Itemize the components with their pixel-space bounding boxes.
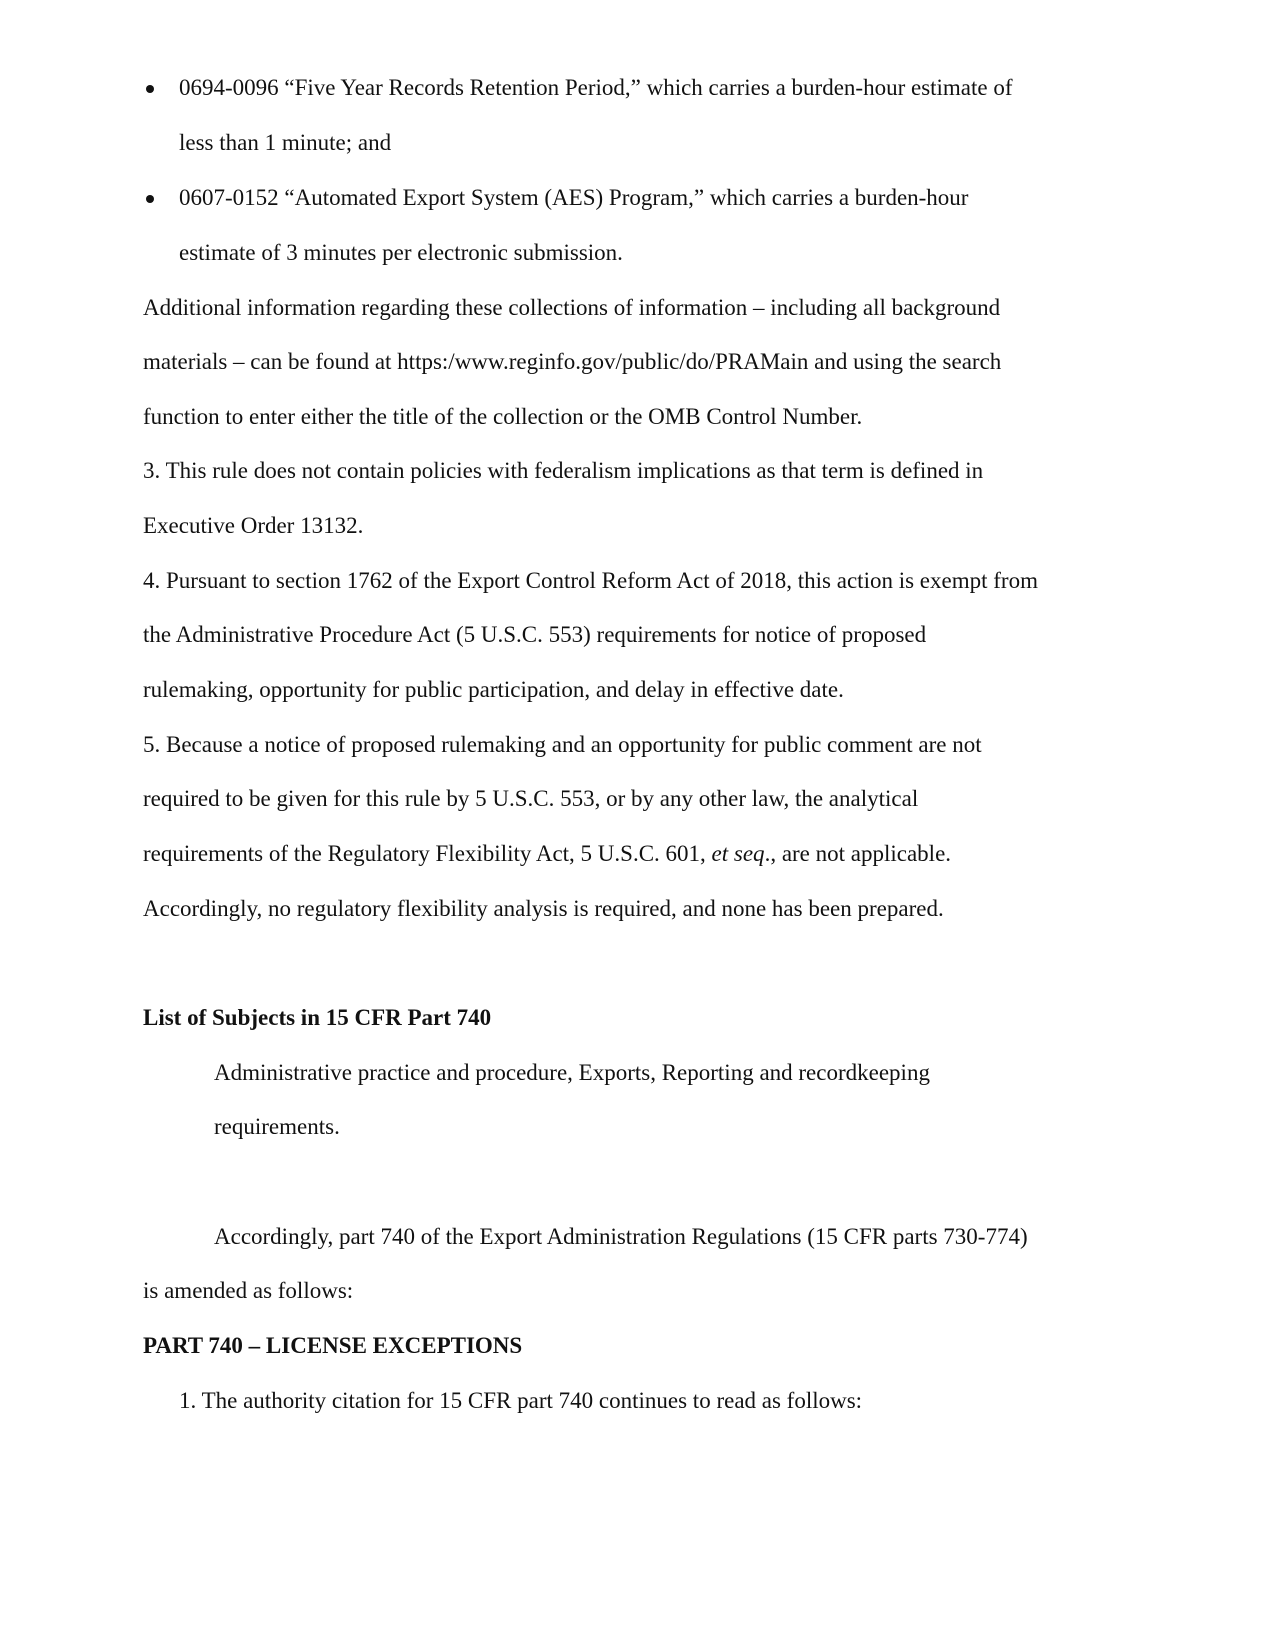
part-heading: PART 740 – LICENSE EXCEPTIONS xyxy=(143,1333,523,1358)
item-5-line-3 xyxy=(143,839,951,869)
additional-info-line-3: function to enter either the title of the collection or the OMB Control Number. xyxy=(143,404,863,429)
bullet-2-line-2: estimate of 3 minutes per electronic submission. xyxy=(179,240,623,265)
amendment-line-2: is amended as follows: xyxy=(143,1278,354,1303)
item-5-line-2: required to be given for this rule by 5 U.S.C. 553, or by any other law, the analytical xyxy=(143,786,919,811)
subjects-heading: List of Subjects in 15 CFR Part 740 xyxy=(143,1005,492,1030)
item-5-line-3-post: ., are not applicable. xyxy=(764,841,952,866)
instruction-1: 1. The authority citation for 15 CFR part 740 continues to read as follows: xyxy=(179,1388,863,1413)
bullet-icon xyxy=(146,85,154,93)
subjects-line-1: Administrative practice and procedure, Exports, Reporting and recordkeeping xyxy=(214,1060,930,1085)
bullet-1-line-2: less than 1 minute; and xyxy=(179,130,392,155)
bullet-2-line-1: 0607-0152 “Automated Export System (AES) Program,” which carries a burden-hour xyxy=(179,185,969,210)
item-5-line-4: Accordingly, no regulatory flexibility analysis is required, and none has been prepared. xyxy=(143,896,944,921)
bullet-1-line-1: 0694-0096 “Five Year Records Retention Period,” which carries a burden-hour estimate of xyxy=(179,75,1013,100)
additional-info-line-2: materials – can be found at https:/www.reginfo.gov/public/do/PRAMain and using the search xyxy=(143,349,1002,374)
item-3-line-1: 3. This rule does not contain policies with federalism implications as that term is defined in xyxy=(143,458,984,483)
additional-info-line-1: Additional information regarding these collections of information – including all background xyxy=(143,295,1001,320)
bullet-icon xyxy=(146,195,154,203)
subjects-line-2: requirements. xyxy=(214,1114,340,1139)
item-5-line-3-pre: requirements of the Regulatory Flexibility Act, 5 U.S.C. 601, xyxy=(143,841,712,866)
et-seq-italic: et seq xyxy=(711,841,765,866)
item-4-line-2: the Administrative Procedure Act (5 U.S.C. 553) requirements for notice of proposed xyxy=(143,622,927,647)
item-3-line-2: Executive Order 13132. xyxy=(143,513,364,538)
amendment-line-1: Accordingly, part 740 of the Export Administration Regulations (15 CFR parts 730-774) xyxy=(214,1224,1028,1249)
item-4-line-1: 4. Pursuant to section 1762 of the Export Control Reform Act of 2018, this action is exempt from xyxy=(143,568,1038,593)
item-4-line-3: rulemaking, opportunity for public participation, and delay in effective date. xyxy=(143,677,844,702)
item-5-line-1: 5. Because a notice of proposed rulemaking and an opportunity for public comment are not xyxy=(143,732,982,757)
